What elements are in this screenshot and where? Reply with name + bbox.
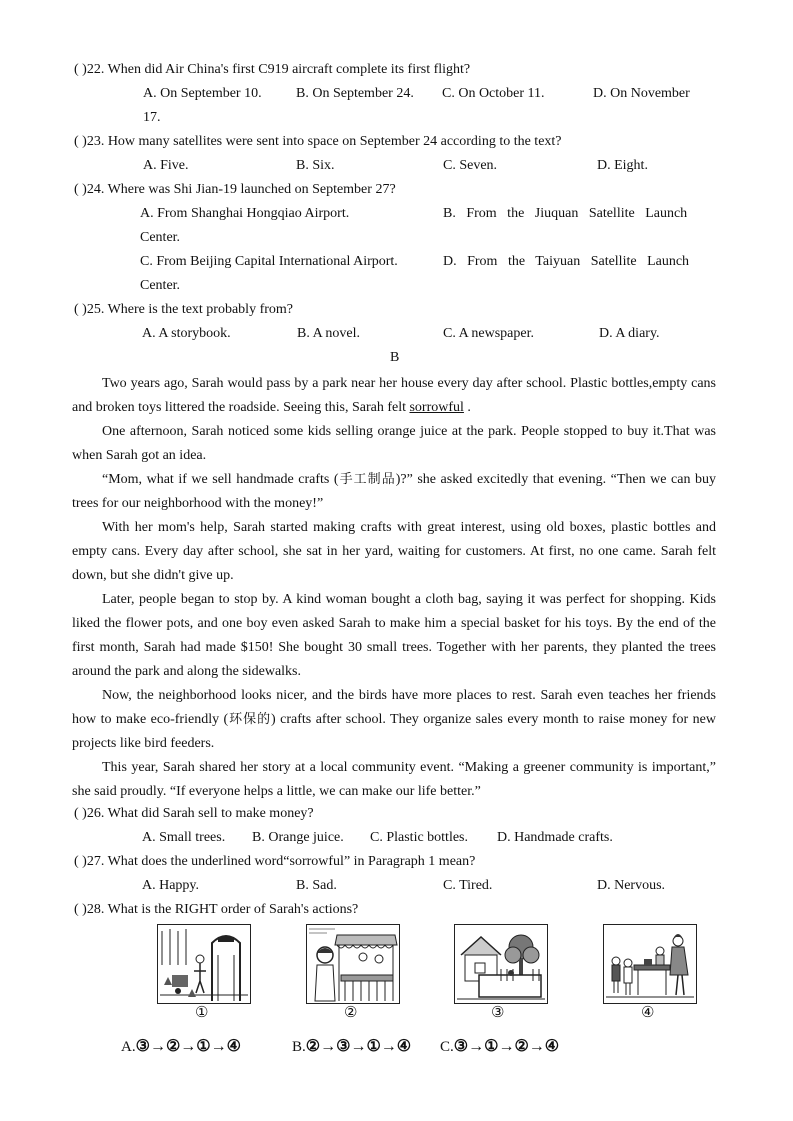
q25-option-d: D. A diary. <box>599 326 660 341</box>
q26-option-c: C. Plastic bottles. <box>370 830 468 845</box>
passage-paragraph-7: This year, Sarah shared her story at a local community event. “Making a greener community is important,” she said proudly. “If everyone helps a little, we can make our life better.” <box>72 760 716 799</box>
question-26-stem: ( )26. What did Sarah sell to make money? <box>74 806 314 821</box>
passage-paragraph-2: One afternoon, Sarah noticed some kids selling orange juice at the park. People stopped to buy it.That was when Sarah got an idea. <box>72 424 716 463</box>
underlined-word-sorrowful: sorrowful <box>409 400 464 415</box>
q24-option-d: D. From the Taiyuan Satellite Launch <box>443 254 690 269</box>
q24-option-d-continued: Center. <box>140 278 181 293</box>
q22-option-d-continued: 17. <box>143 110 161 125</box>
picture-1-park-gate <box>157 924 251 1004</box>
picture-4-crafts-table <box>603 924 697 1004</box>
q23-option-c: C. Seven. <box>443 158 498 173</box>
q27-option-a: A. Happy. <box>142 878 200 893</box>
q25-option-c: C. A newspaper. <box>443 326 534 341</box>
q28-option-b: B.②→③→①→④ <box>292 1038 412 1055</box>
passage-paragraph-6: Now, the neighborhood looks nicer, and the birds have more places to rest. Sarah even teaches her friends how to make eco-friendly (环保的) crafts after school. They organize sales every month to raise money for new projects like bird feeders. <box>72 688 716 751</box>
q27-option-d: D. Nervous. <box>597 878 666 893</box>
q22-option-b: B. On September 24. <box>296 86 414 101</box>
q27-option-b: B. Sad. <box>296 878 337 893</box>
q23-option-d: D. Eight. <box>597 158 648 173</box>
question-24-stem: ( )24. Where was Shi Jian-19 launched on September 27? <box>74 182 396 197</box>
q28-option-c: C.③→①→②→④ <box>440 1038 560 1055</box>
picture-label-4: ④ <box>641 1005 655 1021</box>
q24-option-a: A. From Shanghai Hongqiao Airport. <box>140 206 350 221</box>
q24-option-c: C. From Beijing Capital International Airport. <box>140 254 398 269</box>
q27-option-c: C. Tired. <box>443 878 493 893</box>
picture-2-selling-stand <box>306 924 400 1004</box>
q22-option-c: C. On October 11. <box>442 86 545 101</box>
q23-option-a: A. Five. <box>143 158 189 173</box>
picture-3-yard-house <box>454 924 548 1004</box>
passage-paragraph-4: With her mom's help, Sarah started making crafts with great interest, using old boxes, plastic bottles and empty cans. Every day after school, she sat in her yard, waiting for customers. At first, no one came. Sarah felt down, but she didn't give up. <box>72 520 716 583</box>
passage-paragraph-5: Later, people began to stop by. A kind woman bought a cloth bag, saying it was perfect for shopping. Kids liked the flower pots, and one boy even asked Sarah to make him a special basket for his toys. By the end of the first month, Sarah had made $150! She bought 30 small trees. Together with her parents, they planted the trees around the park and along the sidewalks. <box>72 592 716 679</box>
passage-paragraph-3: “Mom, what if we sell handmade crafts (手工制品)?” she asked excitedly that evening. “Then we can buy trees for our neighborhood with the money!” <box>72 472 716 511</box>
passage-paragraph-1: Two years ago, Sarah would pass by a park near her house every day after school. Plastic bottles,empty cans and broken toys littered the roadside. Seeing this, Sarah felt sorrowful . <box>72 376 716 415</box>
section-b-heading: B <box>390 350 400 365</box>
q22-option-d: D. On November <box>593 86 690 101</box>
q26-option-a: A. Small trees. <box>142 830 226 845</box>
q26-option-d: D. Handmade crafts. <box>497 830 613 845</box>
q24-option-b-continued: Center. <box>140 230 181 245</box>
picture-label-2: ② <box>344 1005 358 1021</box>
q23-option-b: B. Six. <box>296 158 335 173</box>
picture-label-3: ③ <box>491 1005 505 1021</box>
picture-label-1: ① <box>195 1005 209 1021</box>
q25-option-b: B. A novel. <box>297 326 361 341</box>
question-25-stem: ( )25. Where is the text probably from? <box>74 302 294 317</box>
question-27-stem: ( )27. What does the underlined word“sorrowful” in Paragraph 1 mean? <box>74 854 476 869</box>
q24-option-b: B. From the Jiuquan Satellite Launch <box>443 206 688 221</box>
q28-option-a: A.③→②→①→④ <box>121 1038 241 1055</box>
question-22-stem: ( )22. When did Air China's first C919 aircraft complete its first flight? <box>74 62 471 77</box>
q22-option-a: A. On September 10. <box>143 86 262 101</box>
question-28-stem: ( )28. What is the RIGHT order of Sarah's actions? <box>74 902 359 917</box>
question-23-stem: ( )23. How many satellites were sent into space on September 24 according to the text? <box>74 134 562 149</box>
q26-option-b: B. Orange juice. <box>252 830 344 845</box>
q25-option-a: A. A storybook. <box>142 326 231 341</box>
